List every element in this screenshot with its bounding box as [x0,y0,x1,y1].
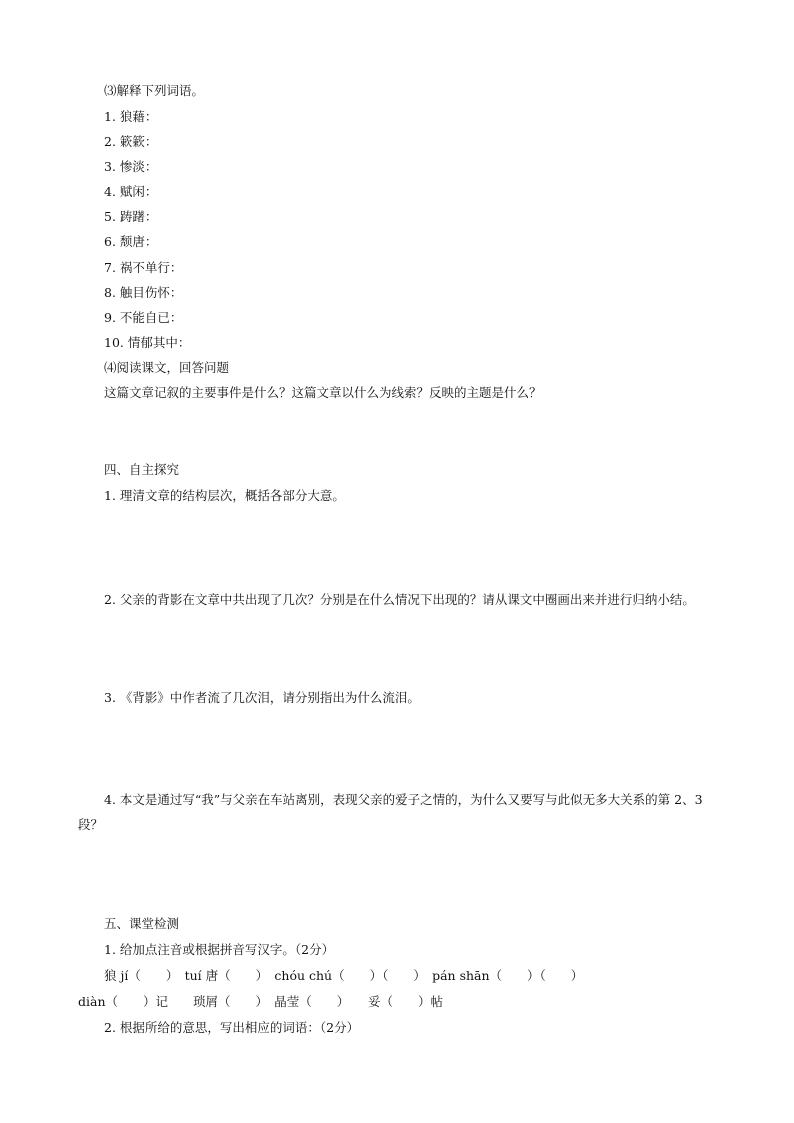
section4-heading: ⑷阅读课文，回答问题 [104,360,230,375]
explore-heading: 四、自主探究 [104,462,180,477]
pinyin-row-2: diàn（ ）记 琐屑（ ） 晶莹（ ） 妥（ ）帖 [78,994,444,1009]
check-question-2: 2. 根据所给的意思，写出相应的词语：（2分） [104,1020,360,1035]
vocab-item: 7. 祸不单行： [104,260,183,275]
vocab-item: 5. 踌躇： [104,209,158,224]
section3-heading: ⑶解释下列词语。 [104,83,205,98]
vocab-item: 1. 狼藉： [104,109,158,124]
vocab-item: 6. 颓唐： [104,234,158,249]
vocab-item: 4. 赋闲： [104,184,158,199]
explore-question-2: 2. 父亲的背影在文章中共出现了几次？分别是在什么情况下出现的？请从课文中圈画出来并进行归纳小结。 [104,592,695,607]
vocab-item: 10. 情郁其中： [104,335,191,350]
explore-question-3: 3. 《背影》中作者流了几次泪，请分别指出为什么流泪。 [104,690,420,705]
vocab-item: 8. 触目伤怀： [104,285,183,300]
check-question-1: 1. 给加点注音或根据拼音写汉字。（2分） [104,942,335,957]
pinyin-row-1: 狼 jí（ ） tuí 唐（ ） chóu chú（ ）（ ） pán shān（ ）（ ） [104,968,584,983]
check-heading: 五、课堂检测 [104,916,180,931]
vocab-item: 9. 不能自已： [104,310,183,325]
explore-question-4: 4. 本文是通过写“我”与父亲在车站离别，表现父亲的爱子之情的，为什么又要写与此似无多大关系的第 2、3 段？ [78,792,703,832]
vocab-item: 3. 惨淡： [104,159,158,174]
vocab-item: 2. 簌簌： [104,134,158,149]
explore-question-1: 1. 理清文章的结构层次，概括各部分大意。 [104,488,345,503]
reading-question: 这篇文章记叙的主要事件是什么？这篇文章以什么为线索？反映的主题是什么？ [104,385,542,400]
